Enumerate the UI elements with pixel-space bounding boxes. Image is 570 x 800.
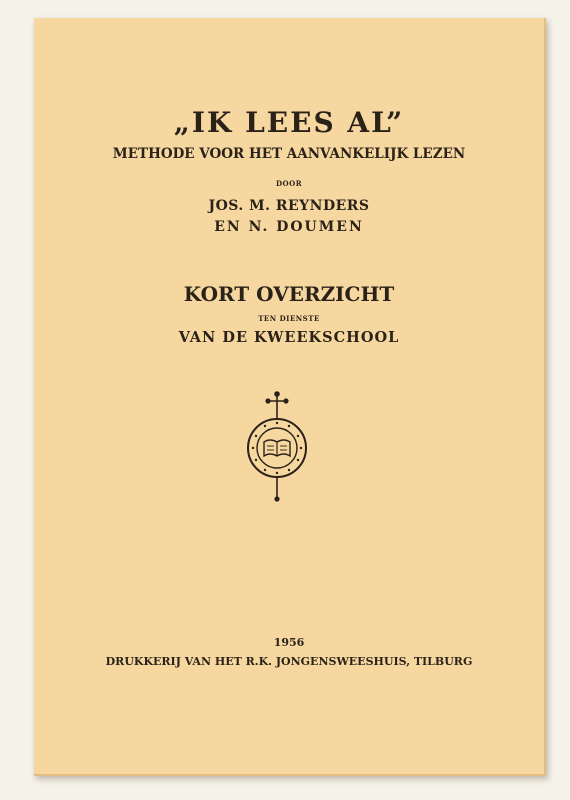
author-line-1: JOS. M. REYNDERS [208, 198, 370, 214]
printer-imprint: DRUKKERIJ VAN HET R.K. JONGENSWEESHUIS, TILBURG [105, 655, 473, 668]
by-label: DOOR [275, 179, 303, 188]
cover-subtitle: METHODE VOOR HET AANVANKELIJK LEZEN [112, 146, 466, 162]
author-line-2: EN N. DOUMEN [214, 219, 364, 235]
publication-year: 1956 [273, 636, 305, 649]
section-subtitle: TEN DIENSTE [258, 314, 320, 323]
section-target: VAN DE KWEEKSCHOOL [178, 329, 400, 346]
cover-title: „IK LEES AL” [173, 106, 405, 139]
section-title: KORT OVERZICHT [183, 282, 395, 306]
cross-seal-emblem-icon [244, 390, 310, 502]
booklet-cover [34, 18, 546, 776]
